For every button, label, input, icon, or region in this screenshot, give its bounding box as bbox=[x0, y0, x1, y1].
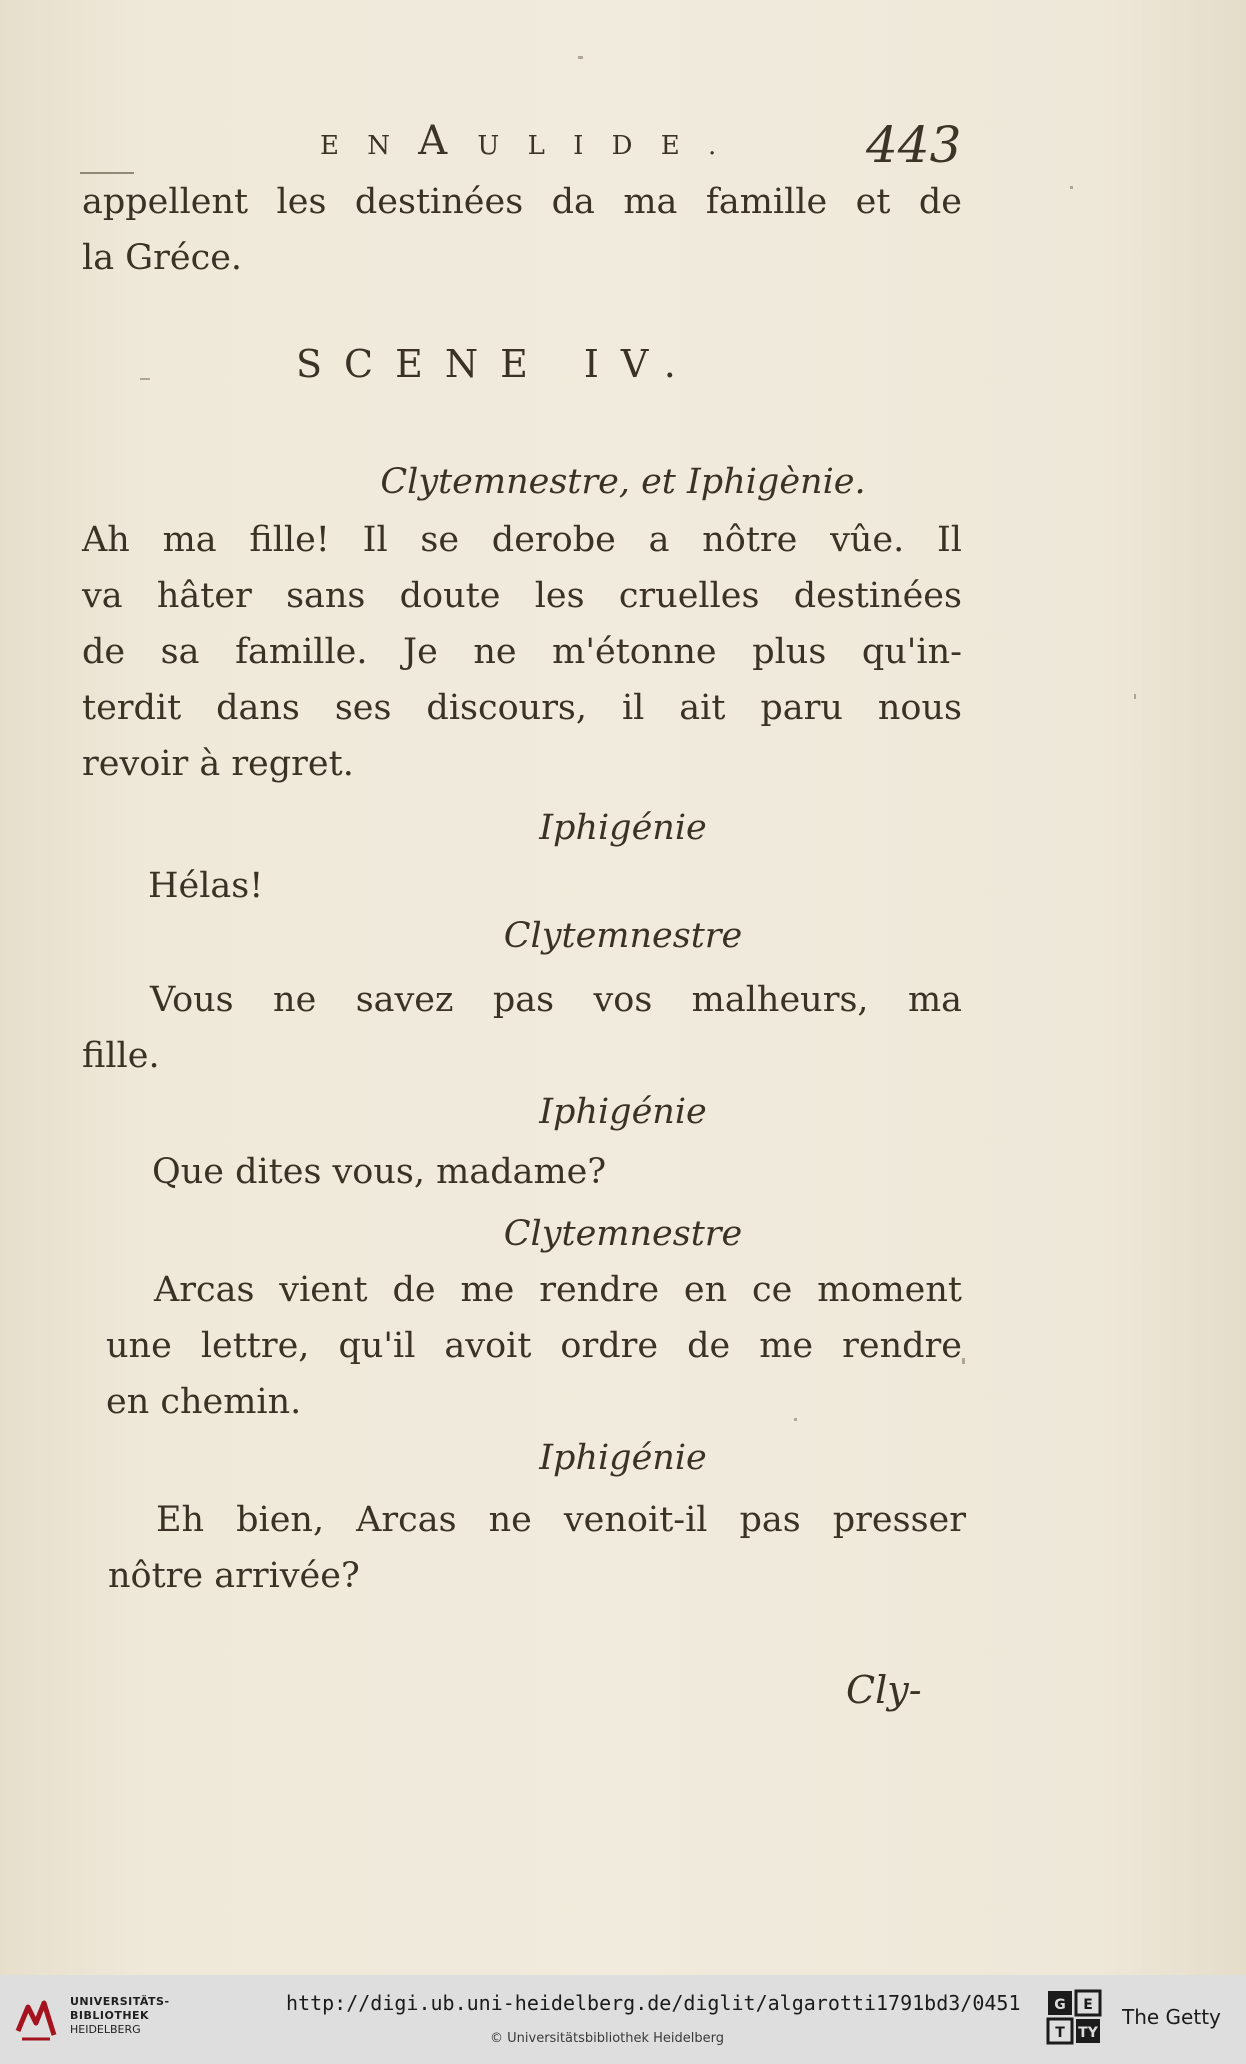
library-name-line: BIBLIOTHEK bbox=[70, 2009, 150, 2022]
paper-speck bbox=[962, 1358, 965, 1364]
copyright-notice: © Universitätsbibliothek Heidelberg bbox=[490, 2031, 725, 2046]
permalink[interactable]: http://digi.ub.uni-heidelberg.de/diglit/algarotti1791bd3/0451 bbox=[286, 1991, 1021, 2015]
text-line: une lettre, qu'il avoit ordre de me rendre bbox=[106, 1326, 962, 1366]
speaker-label: Iphigénie bbox=[539, 1092, 707, 1132]
text-line: appellent les destinées da ma famille et de bbox=[82, 182, 962, 222]
speaker-label: Iphigénie bbox=[539, 808, 707, 848]
header-rule bbox=[80, 172, 134, 174]
text-line: nôtre arrivée? bbox=[108, 1556, 360, 1596]
text-line: Vous ne savez pas vos malheurs, ma bbox=[150, 980, 962, 1020]
scene-title: SCENE IV. bbox=[296, 342, 698, 386]
speaker-label: Iphigénie bbox=[539, 1438, 707, 1478]
heidelberg-university-logo-icon[interactable] bbox=[14, 1995, 58, 2043]
catchword: Cly- bbox=[846, 1668, 922, 1712]
text-line: la Gréce. bbox=[82, 238, 243, 278]
paper-speck bbox=[578, 56, 583, 59]
library-name bbox=[70, 1995, 170, 2037]
svg-text:T: T bbox=[1055, 2025, 1065, 2041]
text-line: Arcas vient de me rendre en ce moment bbox=[154, 1270, 962, 1310]
text-line: de sa famille. Je ne m'étonne plus qu'in- bbox=[82, 632, 962, 672]
partner-name[interactable]: The Getty bbox=[1122, 2005, 1221, 2029]
paper-speck bbox=[1070, 186, 1073, 189]
text-line: fille. bbox=[82, 1036, 160, 1076]
text-line: Eh bien, Arcas ne venoit-il pas presser bbox=[156, 1500, 966, 1540]
text-line: Ah ma fille! Il se derobe a nôtre vûe. Il bbox=[82, 520, 962, 560]
library-name-line: HEIDELBERG bbox=[70, 2023, 141, 2036]
text-line: revoir à regret. bbox=[82, 744, 354, 784]
paper-speck bbox=[140, 378, 150, 380]
running-head: E N A U L I D E . bbox=[320, 118, 727, 164]
speaker-label: Clytemnestre bbox=[503, 916, 743, 956]
svg-text:G: G bbox=[1054, 1997, 1066, 2013]
library-name-line: UNIVERSITÄTS- bbox=[70, 1995, 170, 2008]
speaker-label: Clytemnestre bbox=[503, 1214, 743, 1254]
paper-speck bbox=[794, 1418, 797, 1421]
characters-line: Clytemnestre, et Iphigènie. bbox=[380, 462, 866, 502]
text-line: Hélas! bbox=[148, 866, 264, 906]
text-line: terdit dans ses discours, il ait paru nous bbox=[82, 688, 962, 728]
svg-text:E: E bbox=[1083, 1997, 1093, 2013]
footer-bar bbox=[0, 1975, 1246, 2064]
text-line: va hâter sans doute les cruelles destinées bbox=[82, 576, 962, 616]
text-line: en chemin. bbox=[106, 1382, 302, 1422]
text-line: Que dites vous, madame? bbox=[152, 1152, 607, 1192]
svg-text:TY: TY bbox=[1078, 2025, 1098, 2041]
page-number: 443 bbox=[866, 116, 962, 174]
paper-speck bbox=[1134, 694, 1136, 699]
getty-logo-icon[interactable] bbox=[1046, 1989, 1102, 2047]
